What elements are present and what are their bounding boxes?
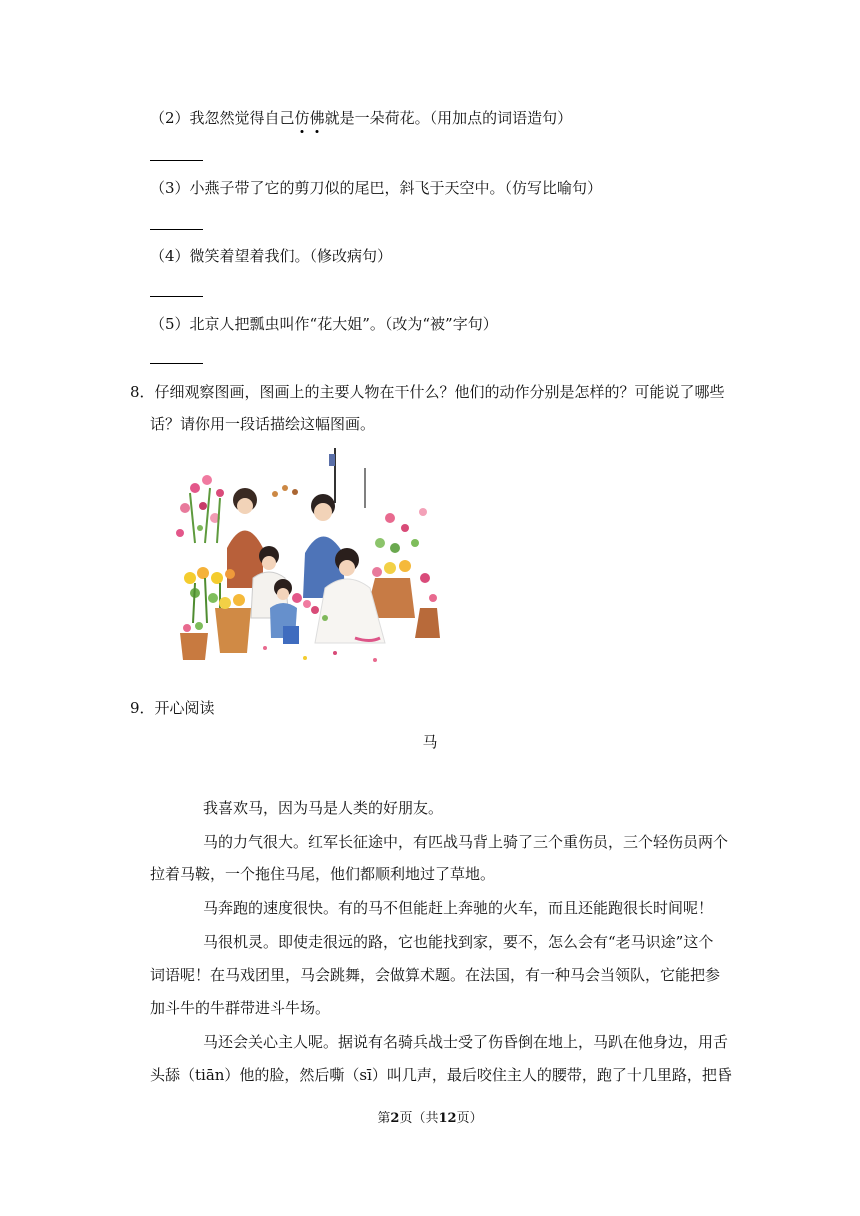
answer-blank-4[interactable] bbox=[150, 296, 203, 297]
passage-line-7: 加斗牛的牛群带进斗牛场。 bbox=[150, 999, 331, 1017]
q8-line-1: 8．仔细观察图画，图画上的主要人物在干什么？他们的动作分别是怎样的？可能说了哪些 bbox=[130, 383, 725, 401]
dotted-char-2: 佛 bbox=[309, 109, 325, 127]
passage-line-2: 马的力气很大。红军长征途中，有匹战马背上骑了三个重伤员，三个轻伤员两个 bbox=[203, 833, 729, 851]
passage-line-4: 马奔跑的速度很快。有的马不但能赶上奔驰的火车，而且还能跑很长时间呢！ bbox=[203, 899, 714, 917]
footer-suffix: 页） bbox=[456, 1111, 483, 1126]
answer-blank-2[interactable] bbox=[150, 160, 203, 161]
passage-title: 马 bbox=[422, 733, 438, 751]
passage-line-1: 我喜欢马，因为马是人类的好朋友。 bbox=[203, 799, 444, 817]
q7-item-2-after: 就是一朵荷花。（用加点的词语造句） bbox=[324, 109, 573, 127]
q8-line-2: 话？请你用一段话描绘这幅图画。 bbox=[150, 415, 376, 433]
footer-total-pages: 12 bbox=[438, 1111, 457, 1126]
passage-line-5: 马很机灵。即使走很远的路，它也能找到家，要不，怎么会有“老马识途”这个 bbox=[203, 933, 714, 951]
answer-blank-5[interactable] bbox=[150, 363, 203, 364]
q7-item-2-before: （2）我忽然觉得自己 bbox=[150, 109, 295, 127]
passage-line-8: 马还会关心主人呢。据说有名骑兵战士受了伤昏倒在地上，马趴在他身边，用舌 bbox=[203, 1033, 729, 1051]
passage-line-9: 头舔（tiān）他的脸，然后嘶（sī）叫几声，最后咬住主人的腰带，跑了十几里路，把昏 bbox=[150, 1066, 732, 1084]
footer-prefix: 第 bbox=[377, 1111, 391, 1126]
q7-item-5: （5）北京人把瓢虫叫作“花大姐”。（改为“被”字句） bbox=[150, 315, 498, 333]
q7-item-4: （4）微笑着望着我们。（修改病句） bbox=[150, 247, 393, 265]
family-flowers-illustration bbox=[165, 448, 445, 670]
q7-item-2 bbox=[150, 108, 572, 128]
passage-line-6: 词语呢！在马戏团里，马会跳舞，会做算术题。在法国，有一种马会当领队，它能把参 bbox=[150, 966, 721, 984]
footer-page-number: 2 bbox=[390, 1111, 400, 1126]
q9-heading: 9．开心阅读 bbox=[130, 699, 215, 717]
q7-item-3: （3）小燕子带了它的剪刀似的尾巴，斜飞于天空中。（仿写比喻句） bbox=[150, 179, 603, 197]
footer-middle: 页（共 bbox=[399, 1111, 439, 1126]
dotted-char-1: 仿 bbox=[294, 109, 310, 127]
page-footer bbox=[0, 1109, 860, 1129]
answer-blank-3[interactable] bbox=[150, 229, 203, 230]
passage-line-3: 拉着马鞍，一个拖住马尾，他们都顺利地过了草地。 bbox=[150, 865, 496, 883]
